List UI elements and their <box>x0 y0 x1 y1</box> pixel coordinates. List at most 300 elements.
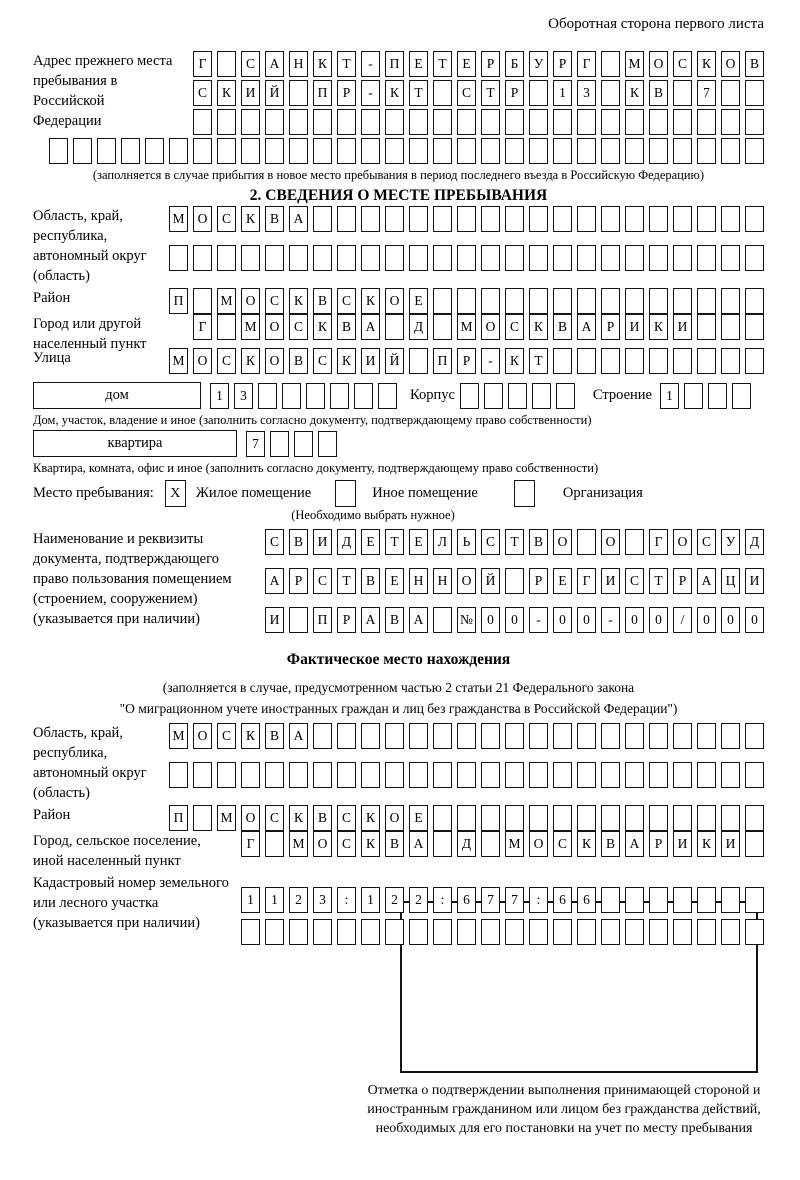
char-cell[interactable] <box>289 109 308 135</box>
char-cell[interactable]: К <box>361 805 380 831</box>
char-cell[interactable]: С <box>289 314 308 340</box>
char-cell[interactable] <box>745 80 764 106</box>
char-cell[interactable] <box>529 138 548 164</box>
char-cell[interactable]: В <box>385 831 404 857</box>
char-cell[interactable]: А <box>361 607 380 633</box>
char-cell[interactable]: - <box>529 607 548 633</box>
char-cell[interactable]: 0 <box>625 607 644 633</box>
char-cell[interactable] <box>313 723 332 749</box>
char-cell[interactable] <box>217 109 236 135</box>
char-cell[interactable]: П <box>313 80 332 106</box>
char-cell[interactable] <box>457 919 476 945</box>
char-cell[interactable] <box>337 206 356 232</box>
char-cell[interactable]: И <box>745 568 764 594</box>
char-cell[interactable] <box>697 138 716 164</box>
char-cell[interactable]: С <box>625 568 644 594</box>
char-cell[interactable] <box>649 762 668 788</box>
char-cell[interactable] <box>601 245 620 271</box>
char-cell[interactable] <box>481 288 500 314</box>
char-cell[interactable]: О <box>553 529 572 555</box>
char-cell[interactable] <box>673 80 692 106</box>
char-cell[interactable]: Т <box>529 348 548 374</box>
char-cell[interactable] <box>361 919 380 945</box>
char-cell[interactable]: Д <box>457 831 476 857</box>
char-cell[interactable]: К <box>241 348 260 374</box>
char-cell[interactable]: К <box>649 314 668 340</box>
char-cell[interactable] <box>433 314 452 340</box>
char-cell[interactable] <box>457 723 476 749</box>
char-cell[interactable]: О <box>673 529 692 555</box>
char-cell[interactable] <box>553 138 572 164</box>
char-cell[interactable] <box>313 245 332 271</box>
char-cell[interactable]: Р <box>601 314 620 340</box>
char-cell[interactable] <box>673 723 692 749</box>
char-cell[interactable] <box>529 919 548 945</box>
char-cell[interactable]: 0 <box>649 607 668 633</box>
char-cell[interactable] <box>318 431 337 457</box>
char-cell[interactable] <box>745 245 764 271</box>
char-cell[interactable] <box>258 383 277 409</box>
char-cell[interactable] <box>505 919 524 945</box>
char-cell[interactable]: Г <box>241 831 260 857</box>
char-cell[interactable]: А <box>265 568 284 594</box>
char-cell[interactable] <box>721 314 740 340</box>
char-cell[interactable]: М <box>289 831 308 857</box>
char-cell[interactable]: К <box>313 51 332 77</box>
char-cell[interactable] <box>601 288 620 314</box>
char-cell[interactable] <box>673 762 692 788</box>
char-cell[interactable] <box>625 348 644 374</box>
char-cell[interactable]: В <box>313 805 332 831</box>
char-cell[interactable] <box>378 383 397 409</box>
char-cell[interactable]: К <box>313 314 332 340</box>
char-cell[interactable]: К <box>697 831 716 857</box>
char-cell[interactable]: К <box>505 348 524 374</box>
char-cell[interactable]: К <box>289 288 308 314</box>
char-cell[interactable]: Т <box>385 529 404 555</box>
char-cell[interactable]: К <box>625 80 644 106</box>
char-cell[interactable] <box>306 383 325 409</box>
char-cell[interactable]: У <box>529 51 548 77</box>
char-cell[interactable] <box>529 109 548 135</box>
char-cell[interactable] <box>601 919 620 945</box>
char-cell[interactable]: О <box>241 288 260 314</box>
char-cell[interactable] <box>649 245 668 271</box>
char-cell[interactable] <box>601 80 620 106</box>
char-cell[interactable]: С <box>217 206 236 232</box>
char-cell[interactable] <box>721 348 740 374</box>
char-cell[interactable] <box>721 919 740 945</box>
char-cell[interactable] <box>529 762 548 788</box>
char-cell[interactable] <box>481 762 500 788</box>
char-cell[interactable] <box>481 919 500 945</box>
char-cell[interactable] <box>433 138 452 164</box>
char-cell[interactable]: 0 <box>721 607 740 633</box>
char-cell[interactable]: 7 <box>246 431 265 457</box>
char-cell[interactable]: О <box>193 348 212 374</box>
char-cell[interactable]: С <box>193 80 212 106</box>
char-cell[interactable] <box>745 762 764 788</box>
char-cell[interactable] <box>265 109 284 135</box>
char-cell[interactable] <box>697 245 716 271</box>
char-cell[interactable] <box>337 245 356 271</box>
char-cell[interactable] <box>649 288 668 314</box>
char-cell[interactable] <box>529 245 548 271</box>
char-cell[interactable] <box>577 723 596 749</box>
char-cell[interactable] <box>553 206 572 232</box>
char-cell[interactable]: М <box>169 723 188 749</box>
char-cell[interactable] <box>697 762 716 788</box>
char-cell[interactable] <box>361 206 380 232</box>
char-cell[interactable] <box>601 138 620 164</box>
char-cell[interactable] <box>625 805 644 831</box>
char-cell[interactable] <box>673 288 692 314</box>
char-cell[interactable] <box>745 723 764 749</box>
char-cell[interactable]: В <box>265 206 284 232</box>
char-cell[interactable] <box>385 109 404 135</box>
char-cell[interactable] <box>625 245 644 271</box>
char-cell[interactable]: 7 <box>481 887 500 913</box>
char-cell[interactable]: В <box>361 568 380 594</box>
char-cell[interactable]: В <box>745 51 764 77</box>
char-cell[interactable] <box>193 245 212 271</box>
char-cell[interactable]: / <box>673 607 692 633</box>
char-cell[interactable]: А <box>409 831 428 857</box>
char-cell[interactable]: Г <box>577 568 596 594</box>
char-cell[interactable] <box>721 109 740 135</box>
char-cell[interactable]: Т <box>649 568 668 594</box>
char-cell[interactable] <box>625 762 644 788</box>
char-cell[interactable] <box>673 245 692 271</box>
char-cell[interactable] <box>265 762 284 788</box>
char-cell[interactable] <box>265 138 284 164</box>
char-cell[interactable] <box>505 138 524 164</box>
char-cell[interactable]: К <box>385 80 404 106</box>
char-cell[interactable]: С <box>265 288 284 314</box>
char-cell[interactable] <box>625 206 644 232</box>
checkbox-organization[interactable] <box>514 480 535 507</box>
char-cell[interactable] <box>385 206 404 232</box>
char-cell[interactable]: М <box>169 206 188 232</box>
char-cell[interactable]: 0 <box>553 607 572 633</box>
char-cell[interactable]: С <box>673 51 692 77</box>
char-cell[interactable]: А <box>361 314 380 340</box>
char-cell[interactable] <box>532 383 551 409</box>
char-cell[interactable] <box>577 138 596 164</box>
char-cell[interactable] <box>505 723 524 749</box>
char-cell[interactable] <box>745 919 764 945</box>
char-cell[interactable] <box>169 138 188 164</box>
char-cell[interactable]: Г <box>577 51 596 77</box>
char-cell[interactable] <box>49 138 68 164</box>
char-cell[interactable] <box>361 245 380 271</box>
char-cell[interactable]: С <box>241 51 260 77</box>
char-cell[interactable]: В <box>265 723 284 749</box>
char-cell[interactable]: Т <box>409 80 428 106</box>
char-cell[interactable] <box>649 109 668 135</box>
char-cell[interactable] <box>697 723 716 749</box>
char-cell[interactable] <box>745 288 764 314</box>
checkbox-other-premises[interactable] <box>335 480 356 507</box>
char-cell[interactable]: К <box>361 288 380 314</box>
char-cell[interactable] <box>433 723 452 749</box>
char-cell[interactable] <box>313 762 332 788</box>
char-cell[interactable] <box>745 805 764 831</box>
char-cell[interactable]: С <box>313 568 332 594</box>
char-cell[interactable] <box>385 723 404 749</box>
char-cell[interactable]: Е <box>409 51 428 77</box>
char-cell[interactable] <box>241 109 260 135</box>
char-cell[interactable] <box>649 206 668 232</box>
char-cell[interactable]: В <box>601 831 620 857</box>
char-cell[interactable] <box>73 138 92 164</box>
char-cell[interactable] <box>457 762 476 788</box>
char-cell[interactable]: О <box>193 723 212 749</box>
char-cell[interactable]: Р <box>289 568 308 594</box>
char-cell[interactable] <box>433 919 452 945</box>
char-cell[interactable] <box>721 887 740 913</box>
char-cell[interactable] <box>289 138 308 164</box>
char-cell[interactable] <box>361 723 380 749</box>
char-cell[interactable] <box>433 607 452 633</box>
char-cell[interactable]: Ь <box>457 529 476 555</box>
char-cell[interactable] <box>745 887 764 913</box>
char-cell[interactable]: Р <box>505 80 524 106</box>
char-cell[interactable] <box>601 109 620 135</box>
char-cell[interactable] <box>649 919 668 945</box>
char-cell[interactable] <box>577 109 596 135</box>
char-cell[interactable]: 2 <box>289 887 308 913</box>
char-cell[interactable] <box>529 723 548 749</box>
char-cell[interactable] <box>433 288 452 314</box>
char-cell[interactable]: П <box>433 348 452 374</box>
char-cell[interactable] <box>433 762 452 788</box>
char-cell[interactable] <box>481 206 500 232</box>
char-cell[interactable] <box>97 138 116 164</box>
char-cell[interactable] <box>673 919 692 945</box>
char-cell[interactable]: 1 <box>361 887 380 913</box>
char-cell[interactable] <box>577 919 596 945</box>
char-cell[interactable] <box>484 383 503 409</box>
char-cell[interactable]: О <box>529 831 548 857</box>
char-cell[interactable] <box>721 723 740 749</box>
char-cell[interactable] <box>649 887 668 913</box>
char-cell[interactable] <box>457 138 476 164</box>
char-cell[interactable]: С <box>337 288 356 314</box>
char-cell[interactable]: : <box>337 887 356 913</box>
char-cell[interactable]: К <box>577 831 596 857</box>
char-cell[interactable]: Р <box>553 51 572 77</box>
char-cell[interactable] <box>601 805 620 831</box>
char-cell[interactable]: Р <box>337 80 356 106</box>
char-cell[interactable] <box>553 919 572 945</box>
char-cell[interactable] <box>697 314 716 340</box>
char-cell[interactable]: С <box>217 723 236 749</box>
char-cell[interactable]: И <box>361 348 380 374</box>
char-cell[interactable] <box>649 723 668 749</box>
char-cell[interactable]: Е <box>385 568 404 594</box>
char-cell[interactable]: К <box>529 314 548 340</box>
char-cell[interactable] <box>553 723 572 749</box>
char-cell[interactable] <box>697 288 716 314</box>
char-cell[interactable]: Г <box>193 51 212 77</box>
char-cell[interactable]: С <box>313 348 332 374</box>
char-cell[interactable]: О <box>385 805 404 831</box>
char-cell[interactable] <box>721 805 740 831</box>
char-cell[interactable] <box>745 138 764 164</box>
char-cell[interactable] <box>577 288 596 314</box>
char-cell[interactable] <box>385 138 404 164</box>
char-cell[interactable]: И <box>265 607 284 633</box>
char-cell[interactable]: Г <box>649 529 668 555</box>
char-cell[interactable]: С <box>481 529 500 555</box>
char-cell[interactable] <box>241 762 260 788</box>
char-cell[interactable]: В <box>553 314 572 340</box>
char-cell[interactable]: К <box>337 348 356 374</box>
char-cell[interactable]: 2 <box>385 887 404 913</box>
char-cell[interactable]: А <box>697 568 716 594</box>
char-cell[interactable]: 7 <box>505 887 524 913</box>
char-cell[interactable] <box>577 206 596 232</box>
char-cell[interactable] <box>553 805 572 831</box>
char-cell[interactable] <box>433 245 452 271</box>
char-cell[interactable] <box>337 919 356 945</box>
char-cell[interactable]: Р <box>457 348 476 374</box>
char-cell[interactable] <box>457 245 476 271</box>
char-cell[interactable]: К <box>289 805 308 831</box>
char-cell[interactable] <box>553 109 572 135</box>
char-cell[interactable] <box>649 348 668 374</box>
char-cell[interactable]: А <box>265 51 284 77</box>
char-cell[interactable]: Й <box>265 80 284 106</box>
char-cell[interactable]: И <box>721 831 740 857</box>
char-cell[interactable] <box>217 245 236 271</box>
char-cell[interactable] <box>481 245 500 271</box>
char-cell[interactable] <box>337 762 356 788</box>
char-cell[interactable] <box>697 206 716 232</box>
char-cell[interactable] <box>673 109 692 135</box>
char-cell[interactable] <box>193 762 212 788</box>
char-cell[interactable] <box>553 245 572 271</box>
char-cell[interactable]: 7 <box>697 80 716 106</box>
char-cell[interactable] <box>553 288 572 314</box>
char-cell[interactable] <box>505 109 524 135</box>
char-cell[interactable] <box>169 245 188 271</box>
char-cell[interactable] <box>193 288 212 314</box>
char-cell[interactable]: Г <box>193 314 212 340</box>
char-cell[interactable] <box>241 245 260 271</box>
char-cell[interactable] <box>289 762 308 788</box>
char-cell[interactable] <box>354 383 373 409</box>
char-cell[interactable] <box>577 805 596 831</box>
char-cell[interactable] <box>625 723 644 749</box>
char-cell[interactable] <box>732 383 751 409</box>
char-cell[interactable] <box>145 138 164 164</box>
char-cell[interactable] <box>625 288 644 314</box>
char-cell[interactable] <box>577 762 596 788</box>
char-cell[interactable] <box>193 138 212 164</box>
char-cell[interactable]: С <box>265 529 284 555</box>
char-cell[interactable] <box>529 288 548 314</box>
char-cell[interactable] <box>481 723 500 749</box>
char-cell[interactable] <box>241 138 260 164</box>
char-cell[interactable]: Н <box>409 568 428 594</box>
char-cell[interactable]: Р <box>481 51 500 77</box>
char-cell[interactable] <box>289 80 308 106</box>
char-cell[interactable] <box>601 762 620 788</box>
char-cell[interactable]: И <box>673 314 692 340</box>
char-cell[interactable]: М <box>457 314 476 340</box>
char-cell[interactable] <box>433 831 452 857</box>
char-cell[interactable]: Е <box>409 805 428 831</box>
char-cell[interactable]: П <box>385 51 404 77</box>
char-cell[interactable]: Б <box>505 51 524 77</box>
char-cell[interactable]: М <box>217 805 236 831</box>
checkbox-residential[interactable]: X <box>165 480 186 507</box>
char-cell[interactable]: К <box>241 723 260 749</box>
char-cell[interactable] <box>505 568 524 594</box>
char-cell[interactable]: 6 <box>553 887 572 913</box>
char-cell[interactable]: О <box>481 314 500 340</box>
char-cell[interactable] <box>505 206 524 232</box>
char-cell[interactable] <box>553 762 572 788</box>
char-cell[interactable]: В <box>313 288 332 314</box>
char-cell[interactable]: И <box>313 529 332 555</box>
char-cell[interactable]: Е <box>409 288 428 314</box>
char-cell[interactable] <box>361 762 380 788</box>
char-cell[interactable]: У <box>721 529 740 555</box>
char-cell[interactable] <box>337 109 356 135</box>
char-cell[interactable] <box>553 348 572 374</box>
char-cell[interactable]: И <box>625 314 644 340</box>
char-cell[interactable]: 0 <box>481 607 500 633</box>
char-cell[interactable] <box>193 109 212 135</box>
char-cell[interactable] <box>457 109 476 135</box>
char-cell[interactable]: Н <box>289 51 308 77</box>
char-cell[interactable] <box>481 138 500 164</box>
char-cell[interactable]: 1 <box>553 80 572 106</box>
char-cell[interactable]: 2 <box>409 887 428 913</box>
char-cell[interactable] <box>625 109 644 135</box>
char-cell[interactable] <box>577 348 596 374</box>
char-cell[interactable] <box>282 383 301 409</box>
char-cell[interactable] <box>673 206 692 232</box>
char-cell[interactable]: С <box>337 831 356 857</box>
char-cell[interactable]: О <box>265 348 284 374</box>
char-cell[interactable] <box>721 762 740 788</box>
char-cell[interactable] <box>409 348 428 374</box>
char-cell[interactable]: О <box>457 568 476 594</box>
char-cell[interactable] <box>433 206 452 232</box>
char-cell[interactable]: 1 <box>241 887 260 913</box>
char-cell[interactable] <box>649 805 668 831</box>
char-cell[interactable] <box>409 762 428 788</box>
char-cell[interactable]: 3 <box>577 80 596 106</box>
char-cell[interactable] <box>313 206 332 232</box>
char-cell[interactable]: С <box>265 805 284 831</box>
char-cell[interactable]: Р <box>673 568 692 594</box>
char-cell[interactable]: Т <box>481 80 500 106</box>
char-cell[interactable] <box>649 138 668 164</box>
char-cell[interactable] <box>241 919 260 945</box>
char-cell[interactable]: О <box>313 831 332 857</box>
char-cell[interactable]: Р <box>529 568 548 594</box>
char-cell[interactable] <box>433 109 452 135</box>
char-cell[interactable]: О <box>385 288 404 314</box>
char-cell[interactable] <box>460 383 479 409</box>
char-cell[interactable] <box>433 805 452 831</box>
char-cell[interactable] <box>385 245 404 271</box>
